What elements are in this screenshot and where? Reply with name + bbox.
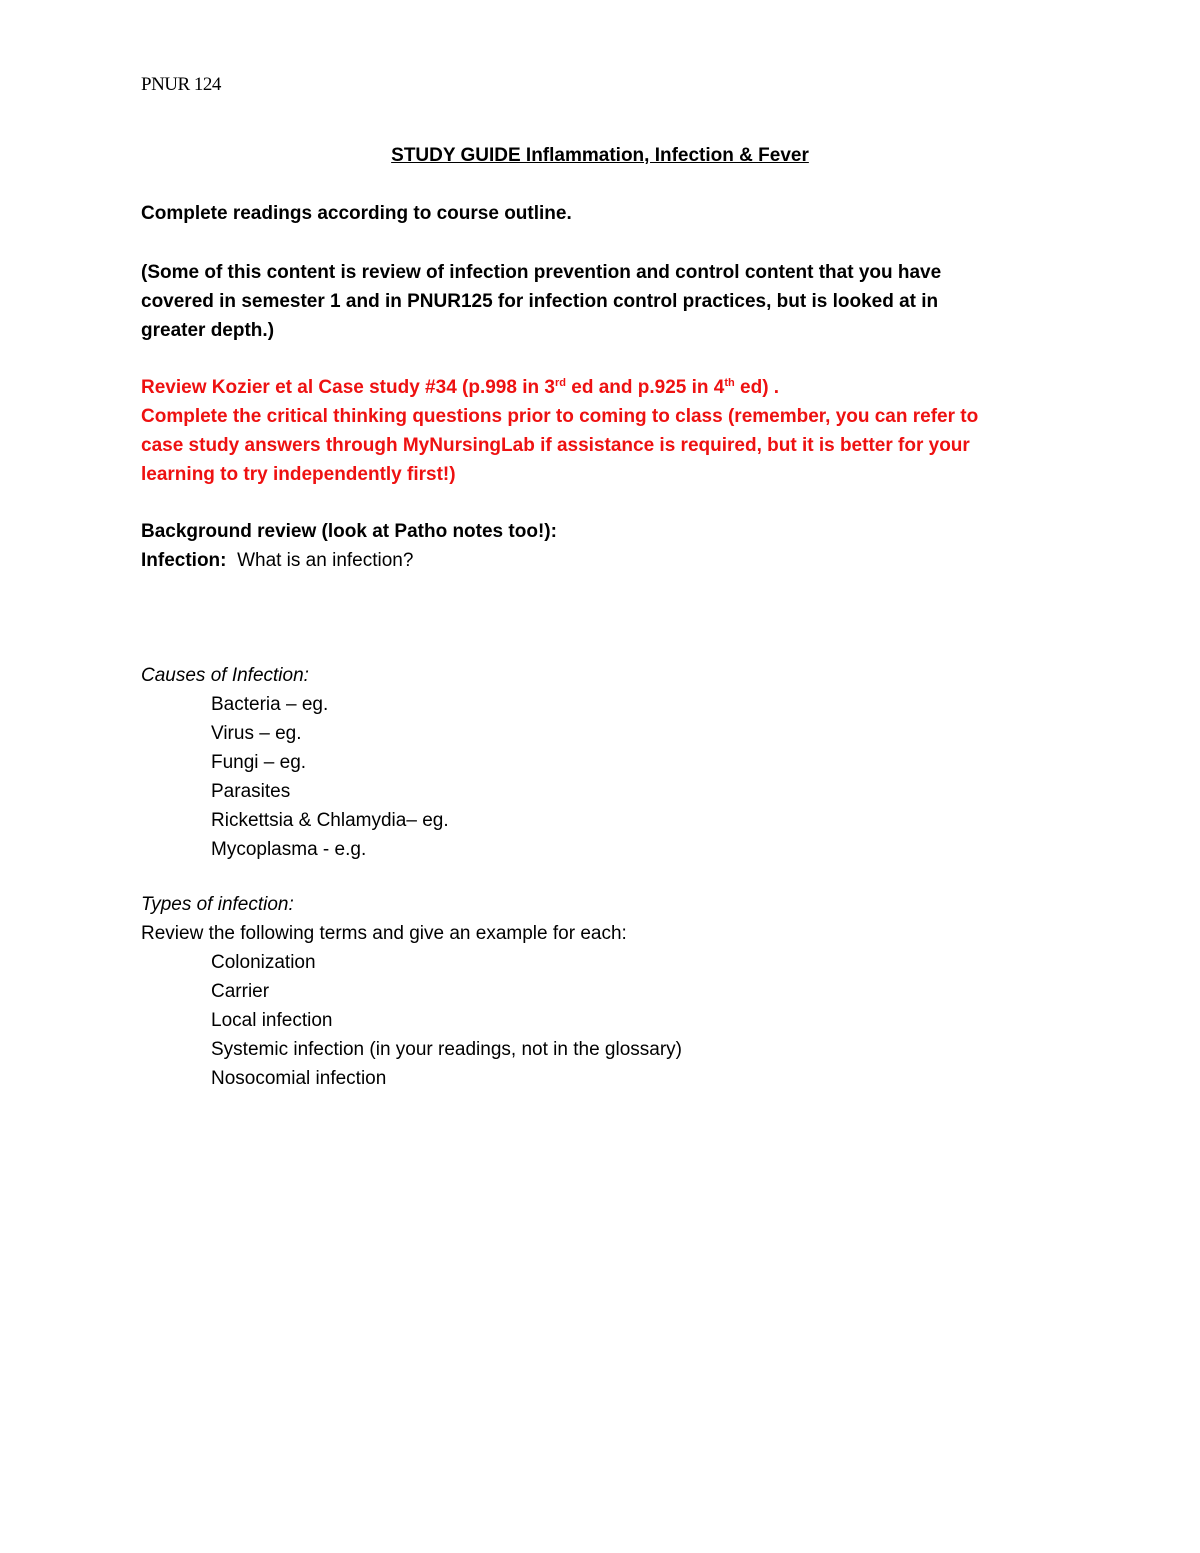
- causes-heading: Causes of Infection:: [141, 665, 309, 686]
- page-title: [0, 145, 1200, 167]
- note-paragraph: [141, 258, 1061, 345]
- case-study-paragraph: [141, 373, 1061, 489]
- critical-line: learning to try independently first!): [141, 464, 456, 485]
- review-text: ed) .: [734, 377, 780, 398]
- infection-question: What is an infection?: [237, 550, 414, 571]
- list-item: Rickettsia & Chlamydia– eg.: [211, 810, 449, 831]
- list-item: Nosocomial infection: [211, 1068, 387, 1089]
- intro-text: Complete readings according to course outline.: [141, 203, 572, 224]
- review-line: [141, 373, 1061, 402]
- page-title-text: STUDY GUIDE Inflammation, Infection & Fever: [391, 145, 809, 166]
- list-item: Parasites: [211, 781, 291, 802]
- list-item: Systemic infection (in your readings, not in the glossary): [211, 1039, 682, 1060]
- list-item: Local infection: [211, 1010, 333, 1031]
- list-item: Colonization: [211, 952, 316, 973]
- note-line: greater depth.): [141, 320, 275, 341]
- types-section: [141, 890, 1061, 1093]
- review-superscript: rd: [554, 377, 566, 389]
- list-item: Fungi – eg.: [211, 752, 307, 773]
- review-superscript: th: [724, 377, 735, 389]
- critical-line: case study answers through MyNursingLab if assistance is required, but it is better for your: [141, 435, 970, 456]
- causes-section: [141, 661, 1061, 864]
- types-heading: Types of infection:: [141, 894, 294, 915]
- note-line: (Some of this content is review of infection prevention and control content that you have: [141, 262, 942, 283]
- list-item: Virus – eg.: [211, 723, 302, 744]
- list-item: Carrier: [211, 981, 270, 1002]
- review-text: ed and p.925 in 4: [565, 377, 725, 398]
- list-item: Bacteria – eg.: [211, 694, 329, 715]
- background-heading: Background review (look at Patho notes too!):: [141, 521, 557, 542]
- infection-question-line: [141, 546, 1061, 575]
- review-text: Review Kozier et al Case study #34 (p.998 in 3: [141, 377, 555, 398]
- types-instruction: Review the following terms and give an example for each:: [141, 923, 627, 944]
- background-section: [141, 517, 1061, 575]
- infection-label: Infection:: [141, 550, 227, 571]
- course-header: PNUR 124: [141, 74, 221, 95]
- critical-line: Complete the critical thinking questions prior to coming to class (remember, you can refer to: [141, 406, 979, 427]
- list-item: Mycoplasma - e.g.: [211, 839, 367, 860]
- note-line: covered in semester 1 and in PNUR125 for infection control practices, but is looked at in: [141, 291, 939, 312]
